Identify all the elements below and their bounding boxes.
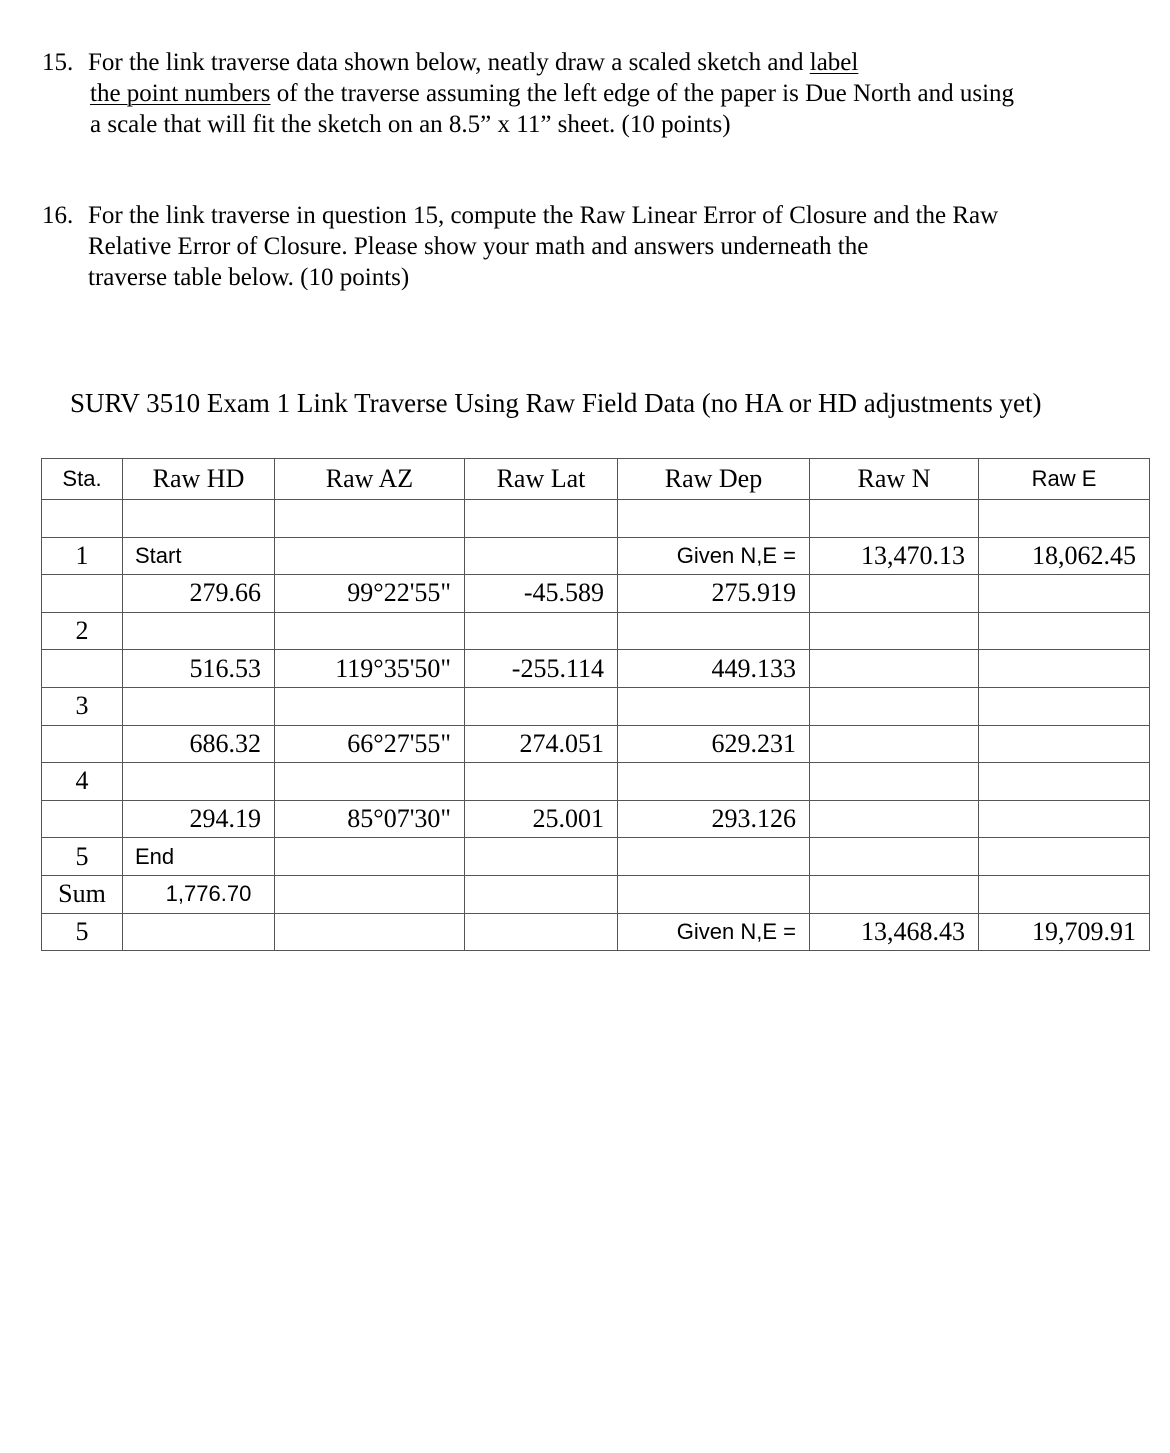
cell-raw-lat — [465, 838, 618, 876]
question-15-text-2: of the traverse assuming the left edge of the paper is Due North and using — [270, 80, 1015, 107]
cell-sta — [42, 500, 123, 538]
cell-sta: 5 — [42, 838, 123, 876]
cell-raw-hd — [123, 500, 275, 538]
question-15-underlined-2: the point numbers — [90, 80, 271, 107]
cell-raw-dep — [618, 838, 810, 876]
table-row — [42, 763, 1150, 801]
cell-raw-dep: Given N,E = — [618, 537, 810, 575]
cell-sta: 5 — [42, 913, 123, 951]
cell-raw-az: 85°07'30" — [275, 800, 465, 838]
cell-raw-n — [810, 500, 979, 538]
cell-raw-lat — [465, 875, 618, 913]
cell-raw-n — [810, 838, 979, 876]
cell-raw-e — [979, 687, 1150, 725]
cell-raw-e — [979, 725, 1150, 763]
cell-raw-lat — [465, 537, 618, 575]
cell-raw-dep: 629.231 — [618, 725, 810, 763]
cell-raw-n — [810, 687, 979, 725]
cell-raw-n: 13,468.43 — [810, 913, 979, 951]
cell-raw-n — [810, 875, 979, 913]
cell-raw-lat — [465, 763, 618, 801]
cell-raw-dep — [618, 687, 810, 725]
cell-raw-lat: 25.001 — [465, 800, 618, 838]
cell-raw-lat — [465, 687, 618, 725]
cell-raw-lat: -45.589 — [465, 575, 618, 613]
question-15-underlined-1: label — [809, 49, 859, 76]
question-16-line-1: For the link traverse in question 15, compute the Raw Linear Error of Closure and the Raw — [88, 202, 999, 229]
cell-raw-lat: -255.114 — [465, 650, 618, 688]
cell-raw-e — [979, 575, 1150, 613]
cell-raw-n — [810, 575, 979, 613]
cell-raw-lat — [465, 913, 618, 951]
header-raw-hd: Raw HD — [123, 459, 275, 500]
cell-raw-az — [275, 875, 465, 913]
cell-raw-az — [275, 913, 465, 951]
cell-raw-az — [275, 838, 465, 876]
question-15-text-1: For the link traverse data shown below, neatly draw a scaled sketch and — [88, 49, 810, 76]
cell-sta — [42, 800, 123, 838]
cell-raw-dep — [618, 875, 810, 913]
cell-raw-hd — [123, 913, 275, 951]
cell-raw-e — [979, 612, 1150, 650]
table-row — [42, 800, 1150, 838]
cell-raw-az — [275, 687, 465, 725]
cell-raw-lat — [465, 612, 618, 650]
cell-raw-az — [275, 612, 465, 650]
cell-raw-dep — [618, 612, 810, 650]
cell-raw-n — [810, 800, 979, 838]
cell-raw-hd — [123, 612, 275, 650]
question-16-number: 16. — [42, 202, 74, 229]
cell-raw-az: 99°22'55" — [275, 575, 465, 613]
cell-raw-hd: 1,776.70 — [123, 875, 275, 913]
header-raw-az: Raw AZ — [275, 459, 465, 500]
question-15-line-3: a scale that will fit the sketch on an 8.5” x 11” sheet. (10 points) — [90, 111, 731, 138]
cell-raw-e — [979, 800, 1150, 838]
cell-raw-e: 18,062.45 — [979, 537, 1150, 575]
table-row — [42, 500, 1150, 538]
table-title: SURV 3510 Exam 1 Link Traverse Using Raw Field Data (no HA or HD adjustments yet) — [70, 388, 1042, 418]
header-raw-n: Raw N — [810, 459, 979, 500]
cell-raw-hd: 516.53 — [123, 650, 275, 688]
table-row — [42, 875, 1150, 913]
cell-raw-n — [810, 725, 979, 763]
cell-raw-dep: Given N,E = — [618, 913, 810, 951]
cell-raw-az: 66°27'55" — [275, 725, 465, 763]
table-header-row — [42, 459, 1150, 500]
question-15-line-1 — [88, 48, 858, 79]
cell-raw-hd: 686.32 — [123, 725, 275, 763]
question-15-line-2 — [90, 79, 1014, 110]
cell-raw-az — [275, 500, 465, 538]
cell-raw-hd: Start — [123, 537, 275, 575]
cell-raw-e — [979, 500, 1150, 538]
header-raw-e: Raw E — [979, 459, 1150, 500]
cell-raw-hd: 279.66 — [123, 575, 275, 613]
table-row — [42, 687, 1150, 725]
cell-raw-hd — [123, 763, 275, 801]
cell-sta: 4 — [42, 763, 123, 801]
cell-raw-e — [979, 650, 1150, 688]
cell-sta: Sum — [42, 875, 123, 913]
cell-raw-hd — [123, 687, 275, 725]
cell-raw-dep — [618, 763, 810, 801]
traverse-table — [41, 458, 1150, 951]
cell-raw-lat — [465, 500, 618, 538]
cell-raw-dep — [618, 500, 810, 538]
cell-sta: 3 — [42, 687, 123, 725]
cell-sta: 1 — [42, 537, 123, 575]
table-row — [42, 650, 1150, 688]
cell-raw-e — [979, 838, 1150, 876]
cell-sta — [42, 575, 123, 613]
table-row — [42, 838, 1150, 876]
header-sta: Sta. — [42, 459, 123, 500]
cell-raw-az — [275, 537, 465, 575]
cell-sta — [42, 650, 123, 688]
table-row — [42, 537, 1150, 575]
table-row — [42, 725, 1150, 763]
cell-sta: 2 — [42, 612, 123, 650]
question-16-line-2: Relative Error of Closure. Please show your math and answers underneath the — [88, 233, 869, 260]
table-row — [42, 575, 1150, 613]
cell-raw-az: 119°35'50" — [275, 650, 465, 688]
cell-raw-n — [810, 612, 979, 650]
cell-raw-dep: 293.126 — [618, 800, 810, 838]
cell-raw-n: 13,470.13 — [810, 537, 979, 575]
header-raw-dep: Raw Dep — [618, 459, 810, 500]
cell-raw-lat: 274.051 — [465, 725, 618, 763]
cell-raw-dep: 275.919 — [618, 575, 810, 613]
cell-raw-n — [810, 763, 979, 801]
question-15-number: 15. — [42, 49, 74, 76]
cell-raw-hd: 294.19 — [123, 800, 275, 838]
table-row — [42, 913, 1150, 951]
question-16-line-3: traverse table below. (10 points) — [88, 264, 410, 291]
table-row — [42, 612, 1150, 650]
cell-raw-az — [275, 763, 465, 801]
cell-sta — [42, 725, 123, 763]
header-raw-lat: Raw Lat — [465, 459, 618, 500]
cell-raw-hd: End — [123, 838, 275, 876]
cell-raw-e — [979, 763, 1150, 801]
cell-raw-dep: 449.133 — [618, 650, 810, 688]
cell-raw-e — [979, 875, 1150, 913]
cell-raw-n — [810, 650, 979, 688]
cell-raw-e: 19,709.91 — [979, 913, 1150, 951]
